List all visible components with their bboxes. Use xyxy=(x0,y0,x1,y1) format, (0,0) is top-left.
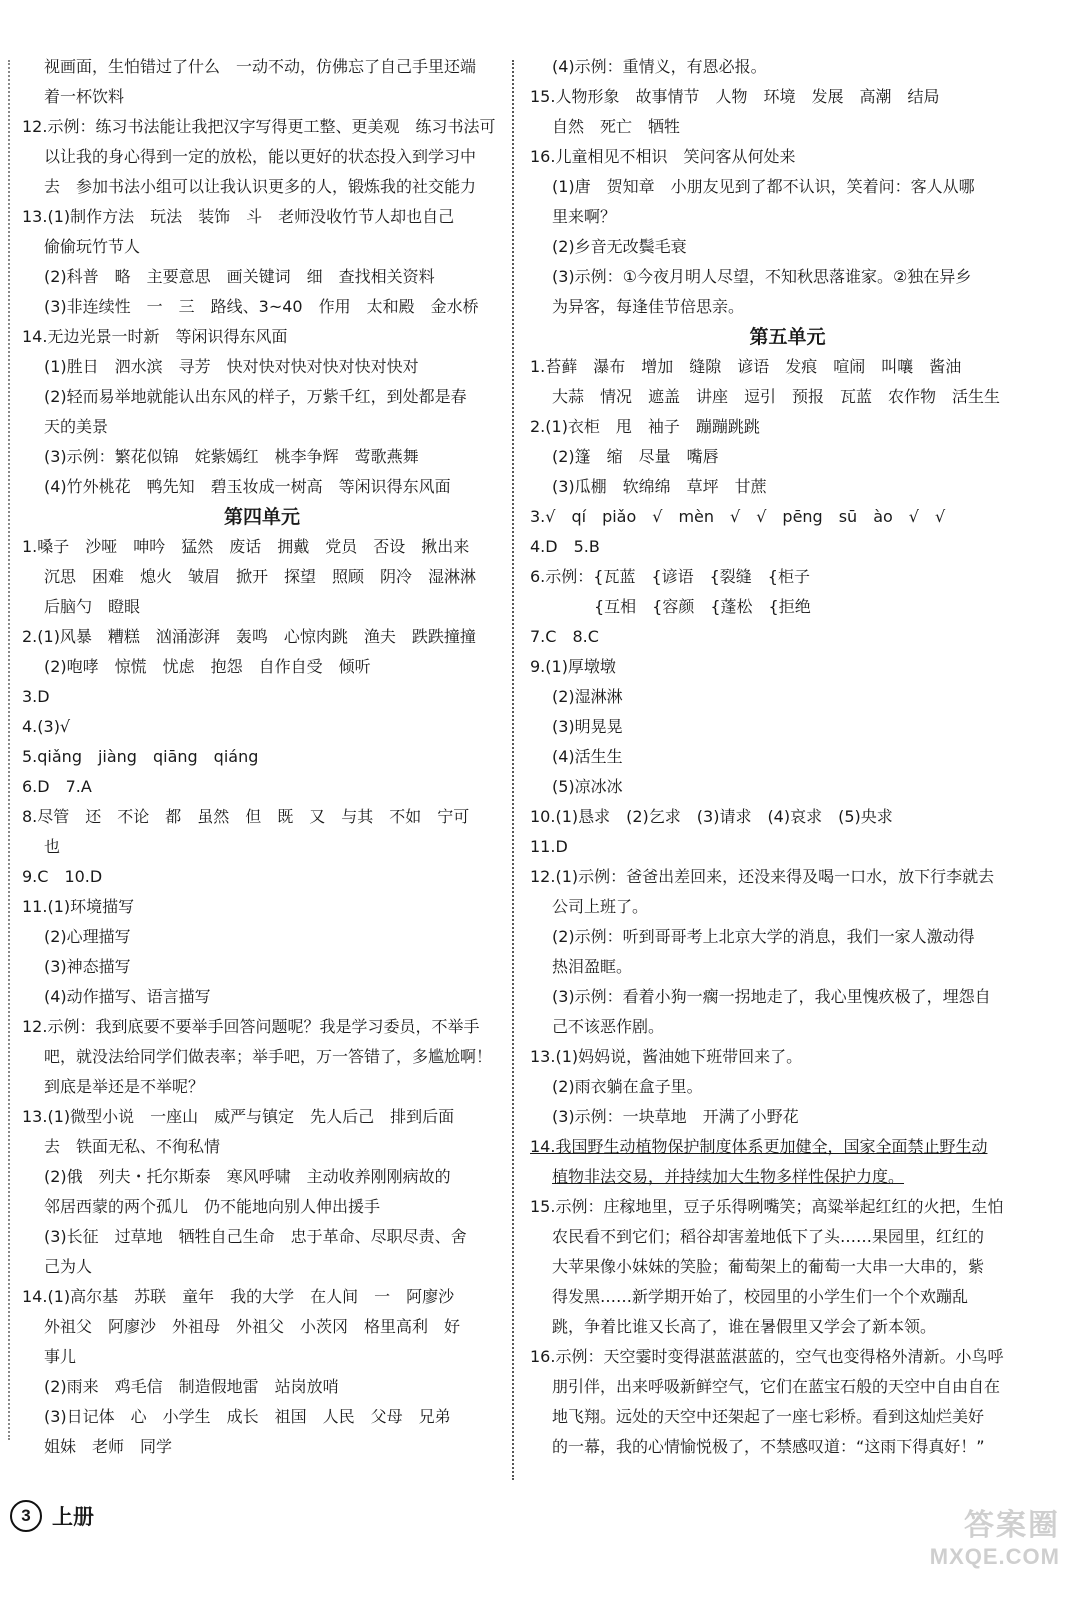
right-column xyxy=(530,52,1045,1462)
answer-line: 15.人物形象 故事情节 人物 环境 发展 高潮 结局 xyxy=(530,87,940,106)
answer-line: 事儿 xyxy=(44,1347,77,1366)
answer-line: (2)篷 缩 尽量 嘴唇 xyxy=(552,447,719,466)
answer-line: 视画面，生怕错过了什么 一动不动，仿佛忘了自己手里还端 xyxy=(44,57,477,76)
answer-line: 邻居西蒙的两个孤儿 仍不能地向别人伸出援手 xyxy=(44,1197,381,1216)
answer-line: 为异客，每逢佳节倍思亲。 xyxy=(552,297,745,316)
answer-line: (4)竹外桃花 鸭先知 碧玉妆成一树高 等闲识得东风面 xyxy=(44,477,451,496)
watermark xyxy=(930,1500,1060,1570)
answer-line: (3)日记体 心 小学生 成长 祖国 人民 父母 兄弟 xyxy=(44,1407,451,1426)
answer-line: 14.我国野生动植物保护制度体系更加健全，国家全面禁止野生动 xyxy=(530,1137,988,1156)
answer-line: 得发黑……新学期开始了，校园里的小学生们一个个欢蹦乱 xyxy=(552,1287,969,1306)
answer-line: (3)示例：看着小狗一瘸一拐地走了，我心里愧疚极了，埋怨自 xyxy=(552,987,991,1006)
answer-line: 农民看不到它们；稻谷却害羞地低下了头……果园里，红红的 xyxy=(552,1227,985,1246)
answer-line: 后脑勺 瞪眼 xyxy=(44,597,141,616)
answer-line: (3)瓜棚 软绵绵 草坪 甘蔗 xyxy=(552,477,767,496)
answer-line: 热泪盈眶。 xyxy=(552,957,633,976)
answer-line: 植物非法交易，并持续加大生物多样性保护力度。 xyxy=(552,1167,905,1186)
answer-line: (2)咆哮 惊慌 忧虑 抱怨 自作自受 倾听 xyxy=(44,657,371,676)
page-number: 3 xyxy=(10,1500,42,1532)
answer-line: (2)示例：听到哥哥考上北京大学的消息，我们一家人激动得 xyxy=(552,927,975,946)
answer-line: (3)示例：一块草地 开满了小野花 xyxy=(552,1107,799,1126)
answer-line: 大蒜 情况 遮盖 讲座 逗引 预报 瓦蓝 农作物 活生生 xyxy=(552,387,1001,406)
answer-line: 13.(1)妈妈说，酱油她下班带回来了。 xyxy=(530,1047,803,1066)
answer-line: 2.(1)风暴 糟糕 汹涌澎湃 轰鸣 心惊肉跳 渔夫 跌跌撞撞 xyxy=(22,627,476,646)
answer-line: (4)动作描写、语言描写 xyxy=(44,987,211,1006)
answer-line: 的一幕，我的心情愉悦极了，不禁感叹道：“这雨下得真好！” xyxy=(552,1437,985,1456)
answer-line: 2.(1)衣柜 甩 袖子 蹦蹦跳跳 xyxy=(530,417,760,436)
answer-line: 4.D 5.B xyxy=(530,537,600,556)
answer-line: 大苹果像小妹妹的笑脸；葡萄架上的葡萄一大串一大串的，紫 xyxy=(552,1257,985,1276)
answer-line: (2)科普 略 主要意思 画关键词 细 查找相关资料 xyxy=(44,267,435,286)
answer-line: 沉思 困难 熄火 皱眉 掀开 探望 照顾 阴冷 湿淋淋 xyxy=(44,567,477,586)
answer-line: 3.√ qí piǎo √ mèn √ √ pēng sū ào √ √ xyxy=(530,507,946,526)
answer-line: (3)非连续性 一 三 路线、3~40 作用 太和殿 金水桥 xyxy=(44,297,479,316)
answer-line: (2)轻而易举地就能认出东风的样子，万紫千红，到处都是春 xyxy=(44,387,467,406)
answer-line: 12.示例：练习书法能让我把汉字写得更工整、更美观 练习书法可 xyxy=(22,117,496,136)
answer-line: 地飞翔。远处的天空中还架起了一座七彩桥。看到这灿烂美好 xyxy=(552,1407,985,1426)
answer-line: 偷偷玩竹节人 xyxy=(44,237,141,256)
answer-line: 10.(1)恳求 (2)乞求 (3)请求 (4)哀求 (5)央求 xyxy=(530,807,893,826)
answer-line: 朋引伴，出来呼吸新鲜空气，它们在蓝宝石般的天空中自由自在 xyxy=(552,1377,1001,1396)
answer-line: 8.尽管 还 不论 都 虽然 但 既 又 与其 不如 宁可 xyxy=(22,807,470,826)
answer-line: 6.示例：{瓦蓝 {谚语 {裂缝 {柜子 xyxy=(530,567,810,586)
answer-line: 11.(1)环境描写 xyxy=(22,897,135,916)
answer-line: 以让我的身心得到一定的放松，能以更好的状态投入到学习中 xyxy=(44,147,477,166)
answer-line: 外祖父 阿廖沙 外祖母 外祖父 小茨冈 格里高利 好 xyxy=(44,1317,461,1336)
answer-line: 11.D xyxy=(530,837,568,856)
answer-line: 自然 死亡 牺牲 xyxy=(552,117,681,136)
answer-line: (1)胜日 泗水滨 寻芳 快对快对快对快对快对快对 xyxy=(44,357,419,376)
answer-line: 1.嗓子 沙哑 呻吟 猛然 废话 拥戴 党员 否设 揪出来 xyxy=(22,537,470,556)
section-heading: 第五单元 xyxy=(749,326,826,348)
answer-line: 14.无边光景一时新 等闲识得东风面 xyxy=(22,327,288,346)
watermark-url: MXQE.COM xyxy=(929,1544,1060,1569)
answer-line: 4.(3)√ xyxy=(22,717,71,736)
answer-line: 16.示例：天空霎时变得湛蓝湛蓝的，空气也变得格外清新。小鸟呼 xyxy=(530,1347,1004,1366)
answer-line: 12.示例：我到底要不要举手回答问题呢？我是学习委员，不举手 xyxy=(22,1017,480,1036)
answer-line: 公司上班了。 xyxy=(552,897,649,916)
answer-line: (2)湿淋淋 xyxy=(552,687,623,706)
answer-line: 13.(1)制作方法 玩法 装饰 斗 老师没收竹节人却也自己 xyxy=(22,207,455,226)
answer-line: 13.(1)微型小说 一座山 威严与镇定 先人后己 排到后面 xyxy=(22,1107,455,1126)
answer-line: 去 参加书法小组可以让我认识更多的人，锻炼我的社交能力 xyxy=(44,177,477,196)
answer-line: (2)雨衣躺在盒子里。 xyxy=(552,1077,703,1096)
section-heading: 第四单元 xyxy=(223,506,300,528)
answer-line: 到底是举还是不举呢？ xyxy=(44,1077,205,1096)
left-margin-rule xyxy=(8,60,10,1440)
answer-line: 12.(1)示例：爸爸出差回来，还没来得及喝一口水，放下行李就去 xyxy=(530,867,995,886)
answer-line: (3)示例：繁花似锦 姹紫嫣红 桃李争辉 莺歌燕舞 xyxy=(44,447,419,466)
column-divider xyxy=(512,60,514,1480)
watermark-logo: 答案圈 xyxy=(964,1509,1060,1542)
answer-line: 9.C 10.D xyxy=(22,867,103,886)
answer-line: 9.(1)厚墩墩 xyxy=(530,657,616,676)
answer-line: (4)活生生 xyxy=(552,747,623,766)
answer-line: 5.qiǎng jiàng qiāng qiáng xyxy=(22,747,259,766)
answer-line: 姐妹 老师 同学 xyxy=(44,1437,173,1456)
answer-line: 14.(1)高尔基 苏联 童年 我的大学 在人间 一 阿廖沙 xyxy=(22,1287,455,1306)
answer-line: 16.儿童相见不相识 笑问客从何处来 xyxy=(530,147,796,166)
answer-line: 己不该恶作剧。 xyxy=(552,1017,665,1036)
answer-line: 里来啊？ xyxy=(552,207,617,226)
answer-line: 跳，争着比谁又长高了，谁在暑假里又学会了新本领。 xyxy=(552,1317,937,1336)
answer-line: 吧，就没法给同学们做表率；举手吧，万一答错了，多尴尬啊！ xyxy=(44,1047,493,1066)
answer-line: (2)雨来 鸡毛信 制造假地雷 站岗放哨 xyxy=(44,1377,339,1396)
answer-line: 1.苔藓 瀑布 增加 缝隙 谚语 发痕 喧闹 叫嚷 酱油 xyxy=(530,357,962,376)
answer-line: (3)示例：①今夜月明人尽望，不知秋思落谁家。②独在异乡 xyxy=(552,267,972,286)
book-label: 上册 xyxy=(52,1505,94,1529)
answer-line: (4)示例：重情义，有恩必报。 xyxy=(552,57,767,76)
answer-line: (2)俄 列夫・托尔斯泰 寒风呼啸 主动收养刚刚病故的 xyxy=(44,1167,451,1186)
answer-line: (3)长征 过草地 牺牲自己生命 忠于革命、尽职尽责、舍 xyxy=(44,1227,467,1246)
answer-line: 3.D xyxy=(22,687,50,706)
answer-line: {互相 {容颜 {蓬松 {拒绝 xyxy=(530,597,811,616)
answer-line: 去 铁面无私、不徇私情 xyxy=(44,1137,221,1156)
answer-line: 己为人 xyxy=(44,1257,93,1276)
answer-line: (5)凉冰冰 xyxy=(552,777,623,796)
answer-line: 着一杯饮料 xyxy=(44,87,125,106)
page-footer xyxy=(10,1500,94,1532)
answer-line: 6.D 7.A xyxy=(22,777,92,796)
answer-line: (2)乡音无改鬓毛衰 xyxy=(552,237,687,256)
answer-line: 7.C 8.C xyxy=(530,627,599,646)
answer-line: 15.示例：庄稼地里，豆子乐得咧嘴笑；高粱举起红红的火把，生怕 xyxy=(530,1197,1004,1216)
answer-line: 天的美景 xyxy=(44,417,109,436)
left-column xyxy=(22,52,502,1462)
answer-line: (3)明晃晃 xyxy=(552,717,623,736)
answer-line: (3)神态描写 xyxy=(44,957,131,976)
answer-line: (2)心理描写 xyxy=(44,927,131,946)
answer-line: 也 xyxy=(44,837,61,856)
answer-line: (1)唐 贺知章 小朋友见到了都不认识，笑着问：客人从哪 xyxy=(552,177,975,196)
